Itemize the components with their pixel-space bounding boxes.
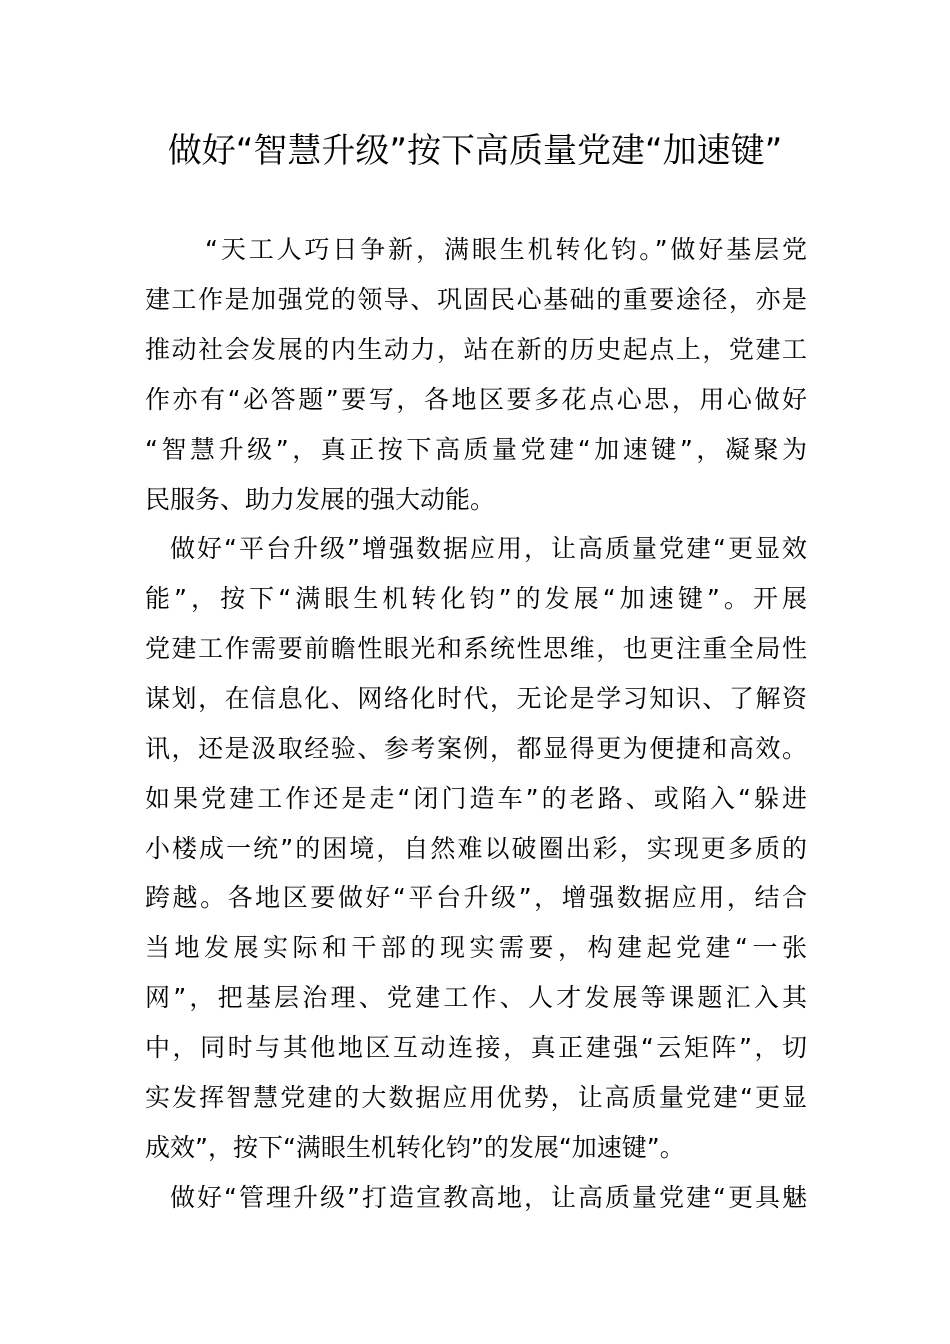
paragraph-1-line-6: 民服务、助力发展的强大动能。 (145, 485, 496, 514)
paragraph-2-line-11: 中，同时与其他地区互动连接，真正建强“云矩阵”，切 (145, 1033, 807, 1062)
paragraph-1-line-5: “智慧升级”，真正按下高质量党建“加速键”，凝聚为 (145, 435, 807, 464)
paragraph-2-line-2: 能”，按下“满眼生机转化钧”的发展“加速键”。开展 (145, 584, 807, 613)
paragraph-2-line-6: 如果党建工作还是走“闭门造车”的老路、或陷入“躲进 (145, 784, 807, 813)
paragraph-2-line-3: 党建工作需要前瞻性眼光和系统性思维，也更注重全局性 (145, 634, 807, 663)
paragraph-1-line-2: 建工作是加强党的领导、巩固民心基础的重要途径，亦是 (145, 285, 807, 314)
paragraph-2-line-12: 实发挥智慧党建的大数据应用优势，让高质量党建“更显 (145, 1083, 807, 1112)
paragraph-2-line-7: 小楼成一统”的困境，自然难以破圈出彩，实现更多质的 (145, 834, 807, 863)
paragraph-2-line-8: 跨越。各地区要做好“平台升级”，增强数据应用，结合 (145, 883, 807, 912)
document-title: 做好“智慧升级”按下高质量党建“加速键” (167, 131, 783, 171)
paragraph-3-line-1: 做好“管理升级”打造宣教高地，让高质量党建“更具魅 (170, 1183, 807, 1212)
paragraph-2-line-10: 网”，把基层治理、党建工作、人才发展等课题汇入其 (145, 983, 807, 1012)
paragraph-1-line-3: 推动社会发展的内生动力，站在新的历史起点上，党建工 (145, 335, 807, 364)
paragraph-2-line-1: 做好“平台升级”增强数据应用，让高质量党建“更显效 (170, 534, 807, 563)
paragraph-2-line-5: 讯，还是汲取经验、参考案例，都显得更为便捷和高效。 (145, 734, 807, 763)
paragraph-2-line-4: 谋划，在信息化、网络化时代，无论是学习知识、了解资 (145, 684, 807, 713)
paragraph-2-line-9: 当地发展实际和干部的现实需要，构建起党建“一张 (145, 933, 807, 962)
paragraph-1-line-4: 作亦有“必答题”要写，各地区要多花点心思，用心做好 (145, 385, 807, 414)
paragraph-1-line-1: “天工人巧日争新，满眼生机转化钧。”做好基层党 (205, 235, 807, 264)
paragraph-2-line-13: 成效”，按下“满眼生机转化钧”的发展“加速键”。 (145, 1133, 685, 1162)
